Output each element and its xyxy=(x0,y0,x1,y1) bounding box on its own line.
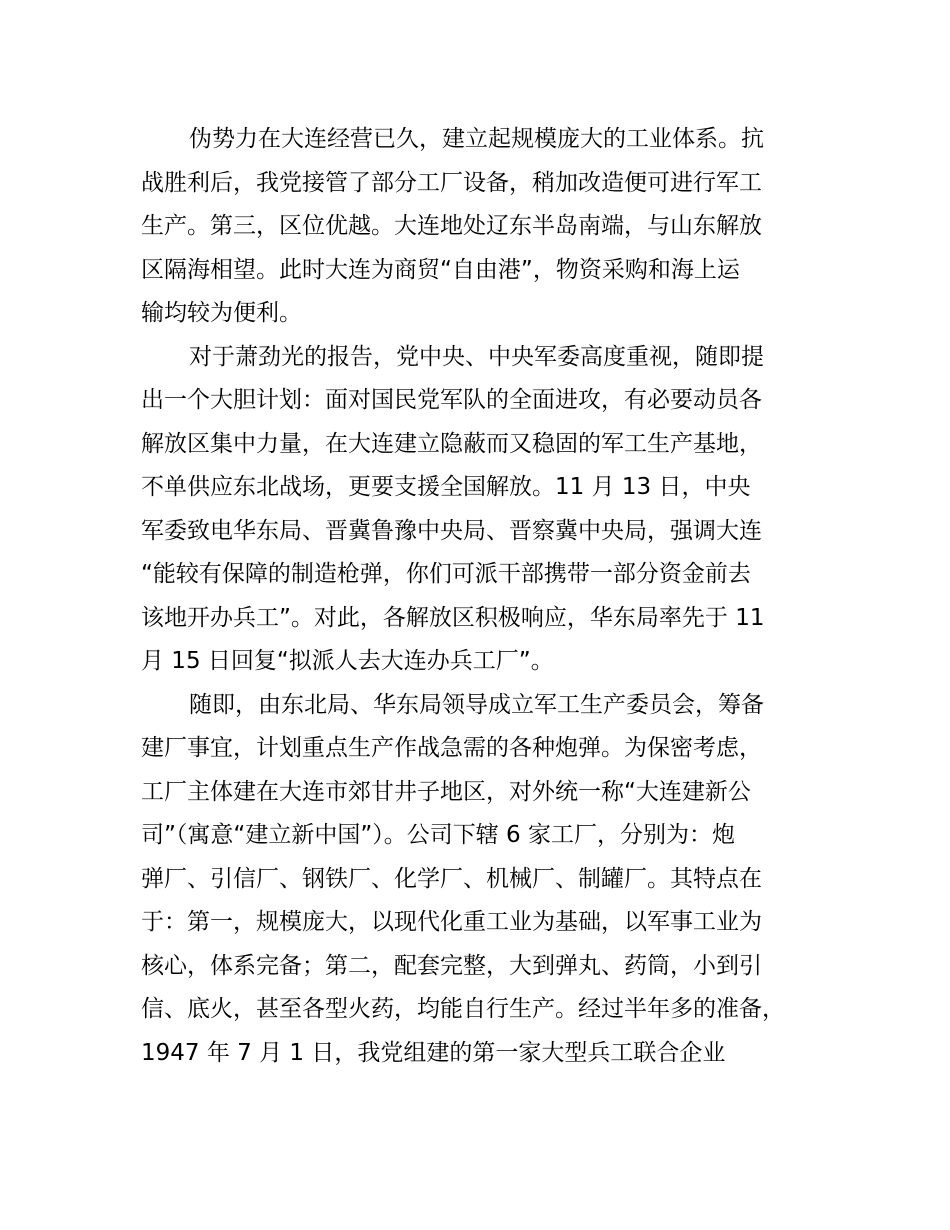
text-line: 核心，体系完备；第二，配套完整，大到弹丸、药筒，小到引 xyxy=(141,952,762,979)
text-line: 随即，由东北局、华东局领导成立军工生产委员会，筹备 xyxy=(189,691,764,718)
text-line: 对于萧劲光的报告，党中央、中央军委高度重视，随即提 xyxy=(189,343,764,370)
text-line: 战胜利后，我党接管了部分工厂设备，稍加改造便可进行军工 xyxy=(141,169,762,196)
text-line: 于：第一，规模庞大，以现代化重工业为基础，以军事工业为 xyxy=(141,909,762,935)
text-line: 生产。第三，区位优越。大连地处辽东半岛南端，与山东解放 xyxy=(141,213,762,239)
text-line: 工厂主体建在大连市郊甘井子地区，对外统一称“大连建新公 xyxy=(141,778,751,805)
text-line: 建厂事宜，计划重点生产作战急需的各种炮弹。为保密考虑， xyxy=(141,735,762,761)
text-line: “能较有保障的制造枪弹，你们可派干部携带一部分资金前去 xyxy=(141,561,751,587)
paragraph-2 xyxy=(141,336,841,684)
text-line: 司”（寓意“建立新中国”）。公司下辖 6 家工厂，分别为：炮 xyxy=(141,822,736,848)
text-line: 月 15 日回复“拟派人去大连办兵工厂”。 xyxy=(141,648,554,674)
text-line: 信、底火，甚至各型火药，均能自行生产。经过半年多的准备， xyxy=(141,996,785,1022)
text-line: 不单供应东北战场，更要支援全国解放。11 月 13 日，中央 xyxy=(141,474,751,500)
text-line: 出一个大胆计划：面对国民党军队的全面进攻，有必要动员各 xyxy=(141,387,762,413)
text-line: 弹厂、引信厂、钢铁厂、化学厂、机械厂、制罐厂。其特点在 xyxy=(141,865,762,892)
text-line: 军委致电华东局、晋冀鲁豫中央局、晋察冀中央局，强调大连 xyxy=(141,517,762,544)
text-line: 1947 年 7 月 1 日，我党组建的第一家大型兵工联合企业 xyxy=(141,1039,726,1066)
text-line: 伪势力在大连经营已久，建立起规模庞大的工业体系。抗 xyxy=(189,126,764,152)
text-line: 解放区集中力量，在大连建立隐蔽而又稳固的军工生产基地， xyxy=(141,430,762,457)
paragraph-3 xyxy=(141,684,841,1076)
body-text xyxy=(141,118,841,1075)
text-line: 输均较为便利。 xyxy=(141,300,302,326)
text-line: 区隔海相望。此时大连为商贸“自由港”，物资采购和海上运 xyxy=(141,256,740,283)
paragraph-1 xyxy=(141,118,841,336)
text-line: 该地开办兵工”。对此，各解放区积极响应，华东局率先于 11 xyxy=(141,604,765,631)
